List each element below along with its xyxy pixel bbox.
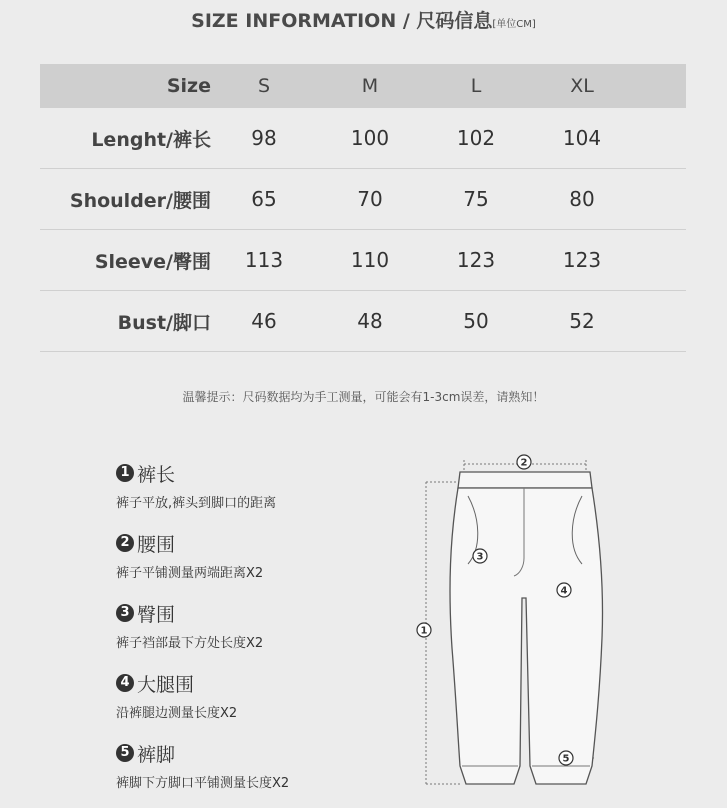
table-cell: 102 xyxy=(456,126,496,150)
header-size-m: M xyxy=(361,75,379,97)
table-cell: 70 xyxy=(357,187,383,211)
svg-text:3: 3 xyxy=(476,551,484,563)
title-main: SIZE INFORMATION / 尺码信息 xyxy=(191,10,493,32)
svg-text:2: 2 xyxy=(520,457,528,469)
table-row xyxy=(40,108,686,169)
title-unit: [单位CM] xyxy=(492,19,536,30)
svg-text:1: 1 xyxy=(420,625,428,637)
table-cell: 80 xyxy=(569,187,595,211)
table-cell: 100 xyxy=(350,126,390,150)
table-cell: 104 xyxy=(562,126,602,150)
measurement-note: 温馨提示：尺码数据均为手工测量，可能会有1-3cm误差，请熟知！ xyxy=(182,390,545,404)
header-label: Size xyxy=(166,75,211,97)
list-item xyxy=(116,528,436,598)
row-label: Sleeve/臀围 xyxy=(94,250,211,273)
table-row xyxy=(40,291,686,352)
row-label: Bust/脚口 xyxy=(117,311,211,334)
marker-1 xyxy=(417,623,431,637)
table-cell: 52 xyxy=(569,309,595,333)
item-description: 沿裤腿边测量长度X2 xyxy=(116,706,238,721)
marker-2 xyxy=(517,455,531,469)
list-item xyxy=(116,738,436,808)
number-badge: 3 xyxy=(116,604,134,622)
list-item xyxy=(116,598,436,668)
item-title: 腰围 xyxy=(137,533,176,556)
table-row xyxy=(40,169,686,230)
item-title: 大腿围 xyxy=(137,673,195,696)
header-size-s: S xyxy=(257,75,271,97)
item-title: 臀围 xyxy=(137,603,176,626)
marker-4 xyxy=(557,583,571,597)
pants-diagram xyxy=(410,448,620,796)
measurement-list xyxy=(116,458,436,808)
item-description: 裤子裆部最下方处长度X2 xyxy=(116,636,264,651)
marker-5 xyxy=(559,751,573,765)
marker-3 xyxy=(473,549,487,563)
item-description: 裤子平放,裤头到脚口的距离 xyxy=(116,496,277,511)
table-cell: 48 xyxy=(357,309,383,333)
row-label: Lenght/裤长 xyxy=(91,128,211,151)
list-item xyxy=(116,458,436,528)
table-row xyxy=(40,230,686,291)
number-badge: 4 xyxy=(116,674,134,692)
row-label: Shoulder/腰围 xyxy=(69,189,211,212)
header-size-l: L xyxy=(470,75,482,97)
table-cell: 50 xyxy=(463,309,489,333)
size-table xyxy=(40,64,686,352)
page-title xyxy=(0,6,727,33)
svg-text:4: 4 xyxy=(560,585,568,597)
number-badge: 2 xyxy=(116,534,134,552)
pants-outline xyxy=(450,488,603,784)
table-cell: 46 xyxy=(251,309,277,333)
table-cell: 65 xyxy=(251,187,277,211)
header-size-xl: XL xyxy=(570,75,594,97)
item-description: 裤脚下方脚口平铺测量长度X2 xyxy=(116,776,290,791)
table-cell: 123 xyxy=(562,248,602,272)
item-description: 裤子平铺测量两端距离X2 xyxy=(116,566,264,581)
number-badge: 5 xyxy=(116,744,134,762)
svg-text:5: 5 xyxy=(562,753,570,765)
table-cell: 75 xyxy=(463,187,489,211)
item-title: 裤脚 xyxy=(137,743,176,766)
size-table-header xyxy=(40,64,686,108)
table-cell: 98 xyxy=(251,126,277,150)
list-item xyxy=(116,668,436,738)
table-cell: 123 xyxy=(456,248,496,272)
item-title: 裤长 xyxy=(137,463,176,486)
number-badge: 1 xyxy=(116,464,134,482)
table-cell: 110 xyxy=(350,248,390,272)
table-cell: 113 xyxy=(244,248,284,272)
waistband-shape xyxy=(458,472,592,488)
